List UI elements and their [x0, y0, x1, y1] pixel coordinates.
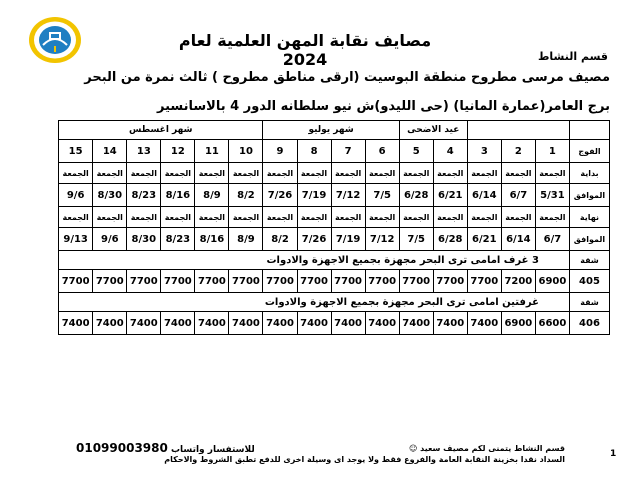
start-date: 6/14 [467, 184, 501, 207]
start-date: 5/31 [535, 184, 569, 207]
start-date: 8/9 [195, 184, 229, 207]
end-date: 9/13 [59, 228, 93, 251]
end-date: 7/19 [331, 228, 365, 251]
apt1-desc-row [59, 251, 610, 270]
end-date: 9/6 [93, 228, 127, 251]
group-number: 3 [467, 140, 501, 163]
price-cell: 7400 [263, 312, 297, 335]
day-name: الجمعة [195, 207, 229, 228]
price-cell: 7400 [467, 312, 501, 335]
day-name: الجمعة [501, 163, 535, 184]
building-address: برج العامر(عمارة المانيا) (حى الليدو)ش نيو سلطانه الدور 4 بالاسانسير [157, 99, 610, 114]
group-number: 4 [433, 140, 467, 163]
day-name: الجمعة [467, 163, 501, 184]
day-name: الجمعة [59, 207, 93, 228]
price-cell: 6900 [501, 312, 535, 335]
group-label: الفوج [569, 140, 609, 163]
contact-label: للاستفسار واتساب [171, 445, 255, 455]
group-number: 6 [365, 140, 399, 163]
end-date: 8/30 [127, 228, 161, 251]
end-date: 6/21 [467, 228, 501, 251]
day-name: الجمعة [365, 207, 399, 228]
price-cell: 7400 [433, 312, 467, 335]
price-cell: 7400 [93, 312, 127, 335]
day-name: الجمعة [263, 163, 297, 184]
empty-cell [467, 121, 569, 140]
group-number: 9 [263, 140, 297, 163]
end-date: 8/2 [263, 228, 297, 251]
price-cell: 7400 [161, 312, 195, 335]
apt2-label: شقة [569, 293, 609, 312]
price-cell: 7400 [229, 312, 263, 335]
day-name: الجمعة [161, 207, 195, 228]
day-name: الجمعة [297, 207, 331, 228]
august-header: شهر اغسطس [59, 121, 263, 140]
months-row [59, 121, 610, 140]
price-cell: 7400 [365, 312, 399, 335]
group-number: 13 [127, 140, 161, 163]
price-cell: 7400 [297, 312, 331, 335]
start-date: 8/23 [127, 184, 161, 207]
day-name: الجمعة [263, 207, 297, 228]
contact-info [76, 441, 255, 455]
matching-label: الموافق [569, 228, 609, 251]
apt1-description: 3 غرف امامى ترى البحر مجهزة بجميع الاجهزة والادوات [59, 251, 570, 270]
end-date-row [59, 228, 610, 251]
end-date: 7/26 [297, 228, 331, 251]
start-date: 7/26 [263, 184, 297, 207]
price-cell: 7700 [127, 270, 161, 293]
group-number: 2 [501, 140, 535, 163]
day-name: الجمعة [467, 207, 501, 228]
day-name: الجمعة [433, 207, 467, 228]
page-number: 1 [610, 449, 617, 459]
price-cell: 7700 [365, 270, 399, 293]
start-date: 6/7 [501, 184, 535, 207]
price-cell: 7700 [399, 270, 433, 293]
price-cell: 7700 [59, 270, 93, 293]
apt2-desc-row [59, 293, 610, 312]
day-name: الجمعة [365, 163, 399, 184]
group-number: 7 [331, 140, 365, 163]
schedule-table [58, 120, 610, 335]
day-name: الجمعة [331, 163, 365, 184]
day-name: الجمعة [331, 207, 365, 228]
start-date: 7/5 [365, 184, 399, 207]
price-cell: 6900 [535, 270, 569, 293]
day-name: الجمعة [127, 163, 161, 184]
july-header: شهر يوليو [263, 121, 399, 140]
day-name: الجمعة [229, 207, 263, 228]
corner-cell [569, 121, 609, 140]
price-cell: 7700 [433, 270, 467, 293]
wish-note: قسم النشاط يتمنى لكم مصيف سعيد ☺ [409, 444, 565, 453]
syndicate-logo [27, 15, 83, 65]
group-number: 5 [399, 140, 433, 163]
start-date: 8/30 [93, 184, 127, 207]
apt1-number: 405 [569, 270, 609, 293]
start-date: 7/12 [331, 184, 365, 207]
group-number-row [59, 140, 610, 163]
price-cell: 7700 [297, 270, 331, 293]
group-number: 1 [535, 140, 569, 163]
price-cell: 7400 [59, 312, 93, 335]
matching-label: الموافق [569, 184, 609, 207]
start-date: 8/2 [229, 184, 263, 207]
price-cell: 7700 [93, 270, 127, 293]
apt1-label: شقة [569, 251, 609, 270]
end-date: 6/7 [535, 228, 569, 251]
end-day-row [59, 207, 610, 228]
day-name: الجمعة [59, 163, 93, 184]
group-number: 8 [297, 140, 331, 163]
day-name: الجمعة [535, 163, 569, 184]
end-label: نهاية [569, 207, 609, 228]
price-cell: 7200 [501, 270, 535, 293]
end-date: 6/14 [501, 228, 535, 251]
syndicate-seal-icon [27, 15, 83, 65]
start-label: بداية [569, 163, 609, 184]
apt1-price-row [59, 270, 610, 293]
day-name: الجمعة [229, 163, 263, 184]
price-cell: 7400 [195, 312, 229, 335]
price-cell: 7700 [229, 270, 263, 293]
start-date: 6/28 [399, 184, 433, 207]
department-label: قسم النشاط [538, 50, 608, 63]
day-name: الجمعة [127, 207, 161, 228]
phone-number: 01099003980 [76, 441, 168, 455]
price-cell: 7700 [331, 270, 365, 293]
payment-note: السداد نقدا بخزينة النقابة العامة والفروع فقط ولا يوجد اى وسيلة اخرى للدفع تطبق الشروط والاحكام [164, 455, 565, 464]
price-cell: 7700 [467, 270, 501, 293]
resort-location: مصيف مرسى مطروح منطقة البوسيت (ارقى مناطق مطروح ) ثالث نمرة من البحر [84, 70, 610, 85]
start-date: 7/19 [297, 184, 331, 207]
group-number: 14 [93, 140, 127, 163]
start-date: 9/6 [59, 184, 93, 207]
day-name: الجمعة [501, 207, 535, 228]
price-cell: 7400 [331, 312, 365, 335]
end-date: 8/16 [195, 228, 229, 251]
apt2-description: غرفتين امامى ترى البحر مجهزة بجميع الاجهزة والادوات [59, 293, 570, 312]
group-number: 10 [229, 140, 263, 163]
day-name: الجمعة [93, 207, 127, 228]
page-title: مصايف نقابة المهن العلمية لعام 2024 [178, 31, 432, 69]
end-date: 7/12 [365, 228, 399, 251]
day-name: الجمعة [93, 163, 127, 184]
apt2-number: 406 [569, 312, 609, 335]
group-number: 15 [59, 140, 93, 163]
group-number: 12 [161, 140, 195, 163]
day-name: الجمعة [399, 207, 433, 228]
eid-header: عيد الاضحى [399, 121, 467, 140]
day-name: الجمعة [433, 163, 467, 184]
end-date: 8/9 [229, 228, 263, 251]
apt2-price-row [59, 312, 610, 335]
day-name: الجمعة [399, 163, 433, 184]
end-date: 7/5 [399, 228, 433, 251]
price-cell: 7400 [399, 312, 433, 335]
price-cell: 7700 [263, 270, 297, 293]
price-cell: 6600 [535, 312, 569, 335]
day-name: الجمعة [297, 163, 331, 184]
end-date: 8/23 [161, 228, 195, 251]
group-number: 11 [195, 140, 229, 163]
day-name: الجمعة [161, 163, 195, 184]
price-cell: 7700 [161, 270, 195, 293]
price-cell: 7700 [195, 270, 229, 293]
day-name: الجمعة [195, 163, 229, 184]
end-date: 6/28 [433, 228, 467, 251]
day-name: الجمعة [535, 207, 569, 228]
start-date: 6/21 [433, 184, 467, 207]
start-date-row [59, 184, 610, 207]
price-cell: 7400 [127, 312, 161, 335]
start-day-row [59, 163, 610, 184]
start-date: 8/16 [161, 184, 195, 207]
